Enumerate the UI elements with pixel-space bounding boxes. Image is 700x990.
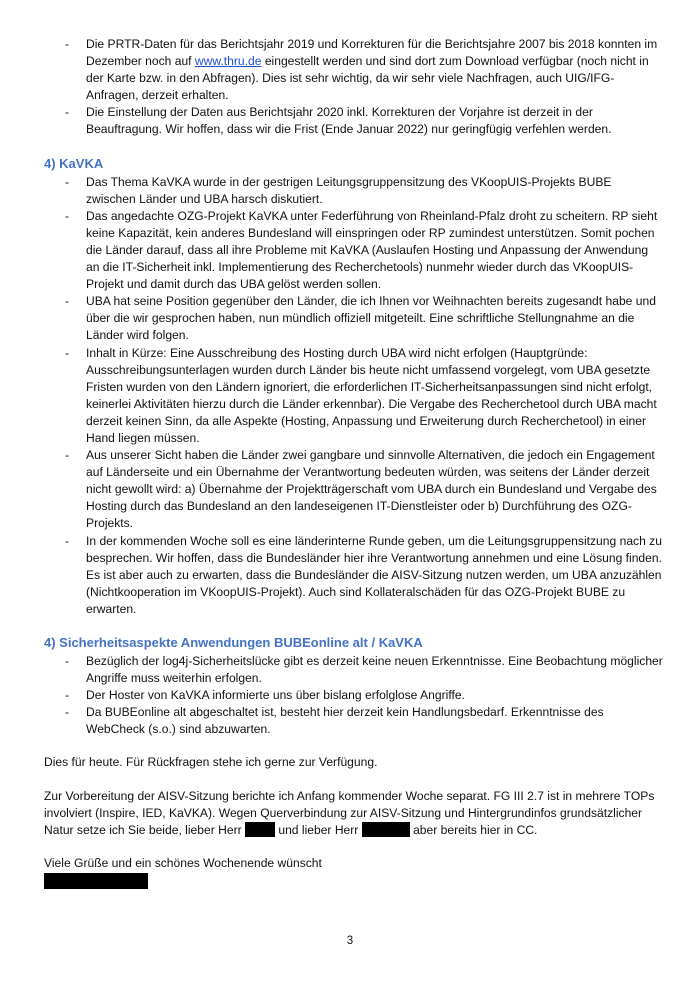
dash-bullet: - <box>65 345 70 360</box>
security-list <box>44 653 664 738</box>
redacted-name <box>245 822 275 837</box>
dash-bullet: - <box>65 294 70 309</box>
dash-bullet: - <box>65 448 70 463</box>
dash-bullet: - <box>65 37 70 51</box>
section-heading-security: 4) Sicherheitsaspekte Anwendungen BUBEonline alt / KaVKA <box>44 635 423 650</box>
list-item: - In der kommenden Woche soll es eine länderinterne Runde geben, um die Leitungsgruppensitzung nach zu besprechen. Wir hoffen, dass die Bundesländer hier ihre Verantwortung annehmen und eine Lösung finden. Es ist aber auch zu erwarten, dass die Bundesländer die AISV-Sitzung nutzen werden, um UBA anzuzählen (Nichtkooperation im VKoopUIS-Projekt). Auch sind Kollateralschäden für das OZG-Projekt BUBE zu erwarten. <box>65 533 662 616</box>
list-item: - Die Einstellung der Daten aus Berichtsjahr 2020 inkl. Korrekturen der Vorjahre ist derzeit in der Beauftragung. Wir hoffen, dass wir die Frist (Ende Januar 2022) nur geringfügig verfehlen werden. <box>65 105 612 137</box>
list-item: - Der Hoster von KaVKA informierte uns über bislang erfolglose Angriffe. <box>44 687 664 704</box>
list-item: - Aus unserer Sicht haben die Länder zwei gangbare und sinnvolle Alternativen, die jedoch ein Engagement auf Länderseite und ein Übernahme der Verantwortung bedeuten würden, was seitens der Länder derzeit nicht gewollt wird: a) Übernahme der Projektträgerschaft vom UBA durch ein Bundesland und Vergabe des Hosting durch das Bundesland an den landeseigenen IT-Dienstleister oder b) Durchführung des OZG-Projekts. <box>65 448 657 531</box>
prtr-list <box>44 36 664 139</box>
dash-bullet: - <box>65 208 70 223</box>
redacted-name <box>362 822 410 837</box>
preparation-paragraph: Zur Vorbereitung der AISV-Sitzung berichte ich Anfang kommender Woche separat. FG III 2.7 ist in mehrere TOPs involviert (Inspire, IED, KaVKA). Wegen Querverbindung zur AISV-Sitzung und Hintergrundinfos grundsätzlicher Natur setze ich Sie beide, lieber Herr und lieber Herr aber bereits hier in CC. <box>44 788 655 837</box>
kavka-list <box>44 174 664 618</box>
redacted-signature <box>44 873 148 889</box>
list-item: - Das Thema KaVKA wurde in der gestrigen Leitungsgruppensitzung des VKoopUIS-Projekts BUBE zwischen Länder und UBA harsch diskutiert. <box>65 174 612 206</box>
closing-paragraph: Dies für heute. Für Rückfragen stehe ich gerne zur Verfügung. <box>44 755 378 770</box>
dash-bullet: - <box>65 705 70 720</box>
dash-bullet: - <box>65 533 70 548</box>
list-item: - Das angedachte OZG-Projekt KaVKA unter Federführung von Rheinland-Pfalz droht zu scheitern. RP sieht keine Kapazität, kein anderes Bundesland will einspringen oder RP zumindest unterstützen. Somit pochen die Länder darauf, dass all ihre Probleme mit KaVKA (Auslaufen Hosting und Anpassung der Anwendung an die IT-Sicherheit inkl. Implementierung des Recherchetools) nunmehr wieder durch das VKoopUIS-Projekt und damit durch das UBA gelöst werden sollen. <box>65 208 658 292</box>
dash-bullet: - <box>65 174 70 189</box>
list-item: - Da BUBEonline alt abgeschaltet ist, besteht hier derzeit kein Handlungsbedarf. Erkenntnisse des WebCheck (s.o.) sind abzuwarten. <box>65 705 604 737</box>
list-item: - Bezüglich der log4j-Sicherheitslücke gibt es derzeit keine neuen Erkenntnisse. Eine Beobachtung möglicher Angriffe muss weiterhin erfolgen. <box>65 654 663 686</box>
page-number: 3 <box>346 935 354 947</box>
section-heading-kavka: 4) KaVKA <box>44 155 104 171</box>
dash-bullet: - <box>65 654 70 668</box>
dash-bullet: - <box>65 688 70 703</box>
dash-bullet: - <box>65 105 70 120</box>
greeting: Viele Grüße und ein schönes Wochenende wünscht <box>44 855 322 870</box>
document-body <box>44 36 664 889</box>
list-item: - Inhalt in Kürze: Eine Ausschreibung des Hosting durch UBA wird nicht erfolgen (Hauptgründe: Ausschreibungsunterlagen wurden durch Länder bis heute nicht umfassend vorgelegt, vom UBA gesetzte Fristen wurden von den Ländern ignoriert, die erforderlichen IT-Sicherheitsanpassungen sind nicht erfolgt, keinerlei Aktivitäten hierzu durch die Länder erkennbar). Die Vergabe des Recherchetool durch UBA macht derzeit keinen Sinn, da alle Aspekte (Hosting, Anpassung und Erweiterung durch Recherchetool) in einer Hand liegen müssen. <box>65 345 657 445</box>
list-item: - UBA hat seine Position gegenüber den Länder, die ich Ihnen vor Weihnachten bereits zugesandt habe und über die wir gesprochen haben, nun mündlich offiziell mitgeteilt. Eine schriftliche Stellungnahme an die Länder wird folgen. <box>65 294 656 343</box>
list-item: - Die PRTR-Daten für das Berichtsjahr 2019 und Korrekturen für die Berichtsjahre 2007 bis 2018 konnten im Dezember noch auf www.thru.de eingestellt werden und sind dort zum Download verfügbar (noch nicht in der Karte bzw. in den Abfragen). Dies ist sehr wichtig, da wir sehr viele Nachfragen, auch UIG/IFG-Anfragen, derzeit erhalten. <box>65 37 658 103</box>
thru-link[interactable]: www.thru.de <box>194 54 262 69</box>
